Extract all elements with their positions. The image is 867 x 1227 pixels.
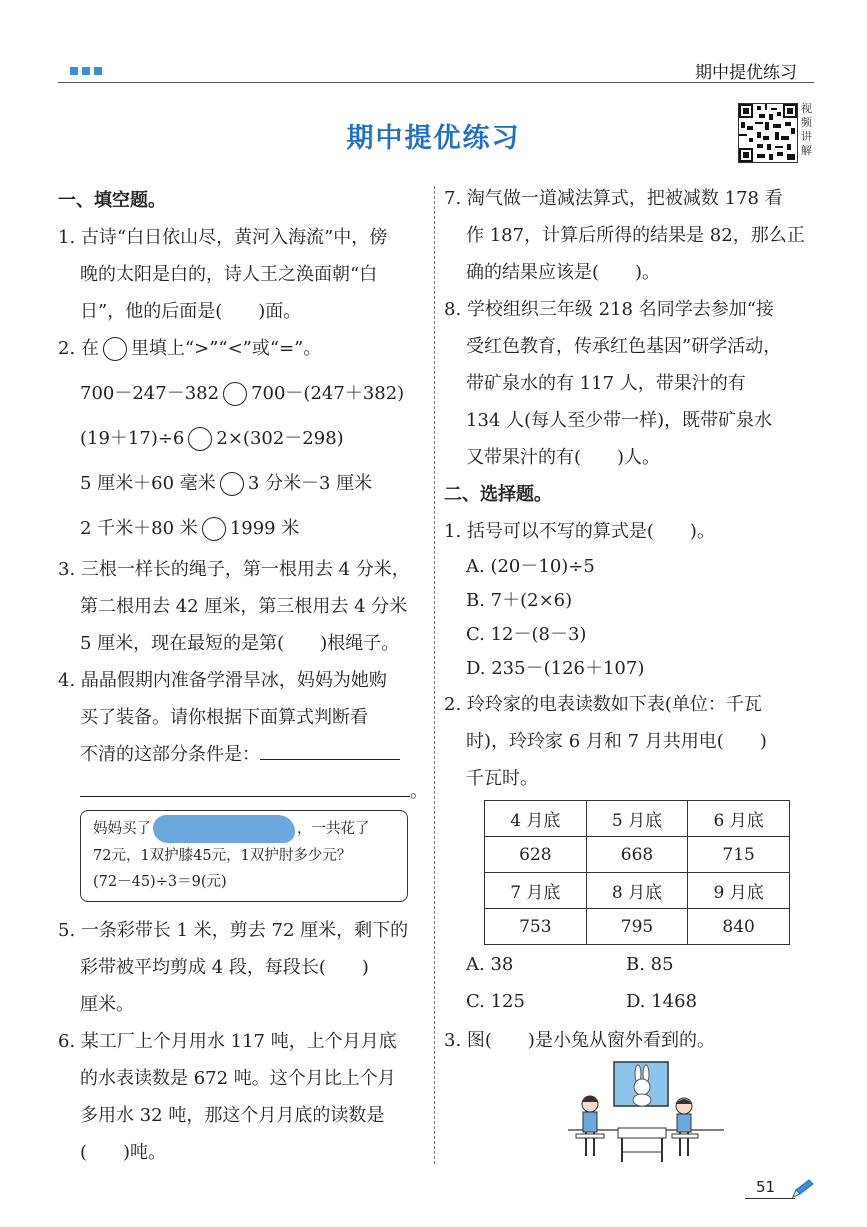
q2-head-b: 里填上“>”“<”或“=”。 xyxy=(130,338,322,359)
compare-circle[interactable] xyxy=(220,472,244,496)
q8-line: 134 人(每人至少带一样)，既带矿泉水 xyxy=(466,410,773,431)
qr-label-char: 讲 xyxy=(801,130,812,143)
q3-line: 3. 三根一样长的绳子，第一根用去 4 分米， xyxy=(58,559,410,580)
header-square-3 xyxy=(94,67,102,75)
q6-line: ( )吨。 xyxy=(80,1142,167,1163)
q5-line: 5. 一条彩带长 1 米，剪去 72 厘米，剩下的 xyxy=(58,920,409,941)
note-line xyxy=(93,815,395,843)
table-cell: 795 xyxy=(586,909,688,945)
qr-label-char: 视 xyxy=(801,102,812,115)
note-line: (72－45)÷3＝9(元) xyxy=(93,874,227,890)
q8-line: 受红色教育，传承红色基因”研学活动， xyxy=(466,336,782,357)
q4-line: 买了装备。请你根据下面算式判断看 xyxy=(80,707,368,728)
q2-right: 2×(302－298) xyxy=(216,428,344,449)
c2-options xyxy=(444,946,816,983)
header-square-1 xyxy=(70,67,78,75)
c2-line: 2. 玲玲家的电表读数如下表(单位：千瓦 xyxy=(444,694,762,715)
c2-option[interactable]: A. 38 xyxy=(466,954,514,975)
right-column-lower xyxy=(444,946,816,1059)
q6-line: 多用水 32 吨，那这个月月底的读数是 xyxy=(80,1105,385,1126)
q1-line: 日”，他的后面是( )面。 xyxy=(80,301,302,322)
q5-line: 厘米。 xyxy=(80,994,134,1015)
table-icon xyxy=(618,1128,666,1162)
q3-line: 第二根用去 42 厘米，第三根用去 4 分米 xyxy=(80,596,408,617)
q5-line: 彩带被平均剪成 4 段，每段长( ) xyxy=(80,957,369,978)
column-divider xyxy=(434,186,435,1164)
c2-options xyxy=(444,983,816,1020)
section-choice: 二、选择题。 xyxy=(444,484,552,505)
qr-label-char: 解 xyxy=(801,144,812,157)
c3-line: 3. 图( )是小兔从窗外看到的。 xyxy=(444,1030,715,1051)
table-cell: 8 月底 xyxy=(586,873,688,909)
c2-option[interactable]: C. 125 xyxy=(466,991,525,1012)
q2-left: (19＋17)÷6 xyxy=(80,428,185,449)
q1-line: 晚的太阳是白的，诗人王之涣面朝“白 xyxy=(80,264,378,285)
boy-icon xyxy=(672,1098,698,1156)
page-number-rule xyxy=(745,1198,795,1199)
q2-row xyxy=(58,420,430,457)
q7-line: 7. 淘气做一道减法算式，把被减数 178 看 xyxy=(444,188,783,209)
c1-option[interactable]: A. (20－10)÷5 xyxy=(466,556,595,577)
page-number: 51 xyxy=(756,1178,776,1196)
c1-option[interactable]: C. 12－(8－3) xyxy=(466,624,587,645)
header-square-2 xyxy=(82,67,90,75)
q4-line2 xyxy=(58,773,430,810)
q7-line: 作 187，计算后所得的结果是 82，那么正 xyxy=(466,225,805,246)
qr-code-icon xyxy=(739,104,797,162)
note-a: 妈妈买了 xyxy=(93,821,151,837)
q2-right: 3 分米－3 厘米 xyxy=(247,473,373,494)
compare-circle[interactable] xyxy=(223,382,247,406)
table-cell: 668 xyxy=(586,837,688,873)
right-column xyxy=(444,180,816,797)
c2-option[interactable]: D. 1468 xyxy=(626,991,698,1012)
c2-line: 千瓦时。 xyxy=(466,768,538,789)
table-cell: 840 xyxy=(688,909,790,945)
q7-line: 确的结果应该是( )。 xyxy=(466,262,661,283)
table-row xyxy=(485,837,790,873)
q4-line xyxy=(58,736,430,773)
page-title: 期中提优练习 xyxy=(346,123,521,154)
q2-left: 700－247－382 xyxy=(80,383,220,404)
q2-left: 2 千米＋80 米 xyxy=(80,518,198,539)
section-fill-blank: 一、填空题。 xyxy=(58,190,166,211)
q4-prompt: 不清的这部分条件是： xyxy=(80,744,260,765)
left-column-lower xyxy=(58,912,430,1171)
table-cell: 4 月底 xyxy=(485,801,587,837)
receipt-note xyxy=(80,810,408,902)
qr-code[interactable] xyxy=(738,103,798,163)
q2-row xyxy=(58,465,430,502)
table-cell: 6 月底 xyxy=(688,801,790,837)
table-cell: 715 xyxy=(688,837,790,873)
q2-right: 1999 米 xyxy=(229,518,300,539)
q2-row xyxy=(58,510,430,547)
q4-end: 。 xyxy=(410,781,428,802)
table-cell: 9 月底 xyxy=(688,873,790,909)
table-row xyxy=(485,873,790,909)
left-column xyxy=(58,182,430,810)
q8-line: 又带果汁的有( )人。 xyxy=(466,447,661,468)
table-cell: 7 月底 xyxy=(485,873,587,909)
q6-line: 6. 某工厂上个月用水 117 吨，上个月月底 xyxy=(58,1031,397,1052)
compare-circle[interactable] xyxy=(188,427,212,451)
table-cell: 628 xyxy=(485,837,587,873)
q2-head xyxy=(58,330,430,367)
q2-row xyxy=(58,375,430,412)
answer-blank[interactable] xyxy=(260,737,400,760)
compare-circle[interactable] xyxy=(202,517,226,541)
note-b: ，一共花了 xyxy=(297,821,370,837)
compare-circle xyxy=(103,337,127,361)
q1-line: 1. 古诗“白日依山尽，黄河入海流”中，傍 xyxy=(58,227,388,248)
c1-option[interactable]: B. 7＋(2×6) xyxy=(466,590,573,611)
q2-left: 5 厘米＋60 毫米 xyxy=(80,473,216,494)
pencil-icon xyxy=(790,1178,816,1200)
header-rule xyxy=(58,82,814,83)
q2-head-a: 2. 在 xyxy=(58,338,99,359)
girl-icon xyxy=(576,1096,604,1156)
q6-line: 的水表读数是 672 吨。这个月比上个月 xyxy=(80,1068,396,1089)
table-cell: 5 月底 xyxy=(586,801,688,837)
q8-line: 8. 学校组织三年级 218 名同学去参加“接 xyxy=(444,299,774,320)
table-row xyxy=(485,801,790,837)
answer-blank[interactable] xyxy=(80,774,410,797)
table-cell: 753 xyxy=(485,909,587,945)
q2-right: 700－(247＋382) xyxy=(251,383,405,404)
qr-label-char: 频 xyxy=(801,116,812,129)
q8-line: 带矿泉水的有 117 人，带果汁的有 xyxy=(466,373,746,394)
qr-label xyxy=(801,102,813,158)
table-row xyxy=(485,909,790,945)
q3-line: 5 厘米，现在最短的是第( )根绳子。 xyxy=(80,633,400,654)
note-line: 72元，1双护膝45元，1双护肘多少元？ xyxy=(93,848,352,864)
ink-blot xyxy=(153,815,295,843)
q4-line: 4. 晶晶假期内准备学滑旱冰，妈妈为她购 xyxy=(58,670,387,691)
header-title: 期中提优练习 xyxy=(695,63,797,83)
c2-line: 时)，玲玲家 6 月和 7 月共用电( ) xyxy=(466,731,767,752)
meter-table xyxy=(484,800,790,945)
c1-option[interactable]: D. 235－(126＋107) xyxy=(466,658,645,679)
rabbit-scene-illustration xyxy=(566,1060,726,1170)
c2-option[interactable]: B. 85 xyxy=(626,954,674,975)
c1-line: 1. 括号可以不写的算式是( )。 xyxy=(444,521,715,542)
